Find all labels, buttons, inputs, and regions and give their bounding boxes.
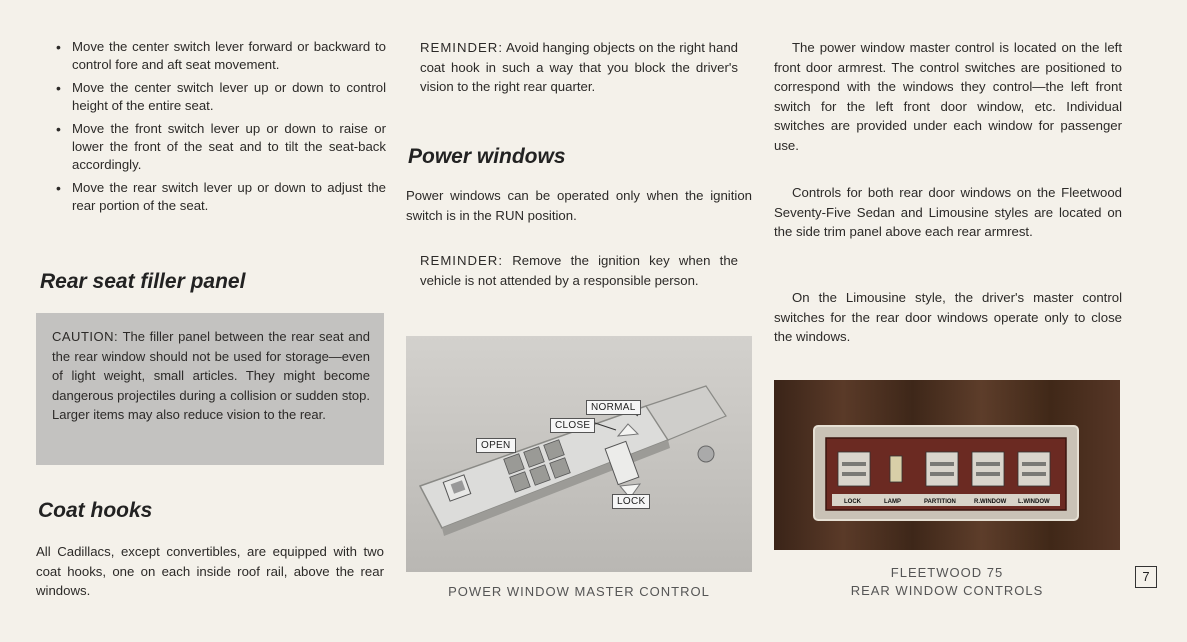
list-item: • Move the rear switch lever up or down to adjust the rear portion of the seat. [54, 179, 386, 215]
master-control-photo [406, 336, 752, 572]
power-windows-heading: Power windows [408, 145, 566, 168]
reminder-key-paragraph [420, 251, 738, 290]
normal-label: NORMAL [586, 400, 641, 415]
master-control-illustration [406, 336, 752, 572]
page-number: 7 [1135, 566, 1157, 588]
list-item: • Move the center switch lever up or down to control height of the entire seat. [54, 79, 386, 115]
reminder-hook-paragraph [420, 38, 738, 97]
panel-label-rwindow: R.WINDOW [974, 499, 1007, 505]
panel-labels [774, 380, 1120, 550]
caution-label: CAUTION: [52, 329, 119, 344]
list-item: • Move the center switch lever forward or backward to control fore and aft seat movement. [54, 38, 386, 74]
panel-label-lamp: LAMP [884, 499, 901, 505]
fleetwood-caption-line2: REAR WINDOW CONTROLS [850, 583, 1044, 598]
lock-label: LOCK [612, 494, 650, 509]
master-control-paragraph: The power window master control is located on the left front door armrest. The control switches are positioned to correspond with the windows they control—the left front switch for the left front door window, etc. Individual switches are provided under each window for passenger use. [774, 40, 1122, 153]
panel-label-lock: LOCK [844, 499, 861, 505]
open-label: OPEN [476, 438, 516, 453]
caution-box [36, 313, 384, 465]
coat-hooks-heading: Coat hooks [38, 499, 153, 522]
panel-label-lwindow: L.WINDOW [1018, 499, 1050, 505]
master-control-caption: POWER WINDOW MASTER CONTROL [448, 584, 710, 599]
list-item: • Move the front switch lever up or down to raise or lower the front of the seat and to tilt the seat-back accordingly. [54, 120, 386, 174]
reminder-text: Remove the ignition key when the vehicle is not attended by a responsible person. [420, 253, 738, 288]
panel-label-partition: PARTITION [924, 499, 956, 505]
rear-window-controls-photo [774, 380, 1120, 550]
limousine-paragraph: On the Limousine style, the driver's master control switches for the rear door windows operate only to close the windows. [774, 290, 1122, 344]
caution-text: The filler panel between the rear seat and the rear window should not be used for storage—even of light weight, small articles. They might become dangerous projectiles during a collision or sudden stop. Larger items may also reduce vision to the rear. [52, 329, 370, 423]
power-windows-text: Power windows can be operated only when the ignition switch is in the RUN position. [406, 188, 752, 223]
seat-control-list [54, 38, 386, 220]
reminder-label: REMINDER: [420, 40, 503, 55]
coat-hooks-text: All Cadillacs, except convertibles, are equipped with two coat hooks, one on each inside roof rail, above the rear windows. [36, 544, 384, 598]
fleetwood-caption-line1: FLEETWOOD 75 [890, 565, 1004, 580]
reminder-label: REMINDER: [420, 253, 503, 268]
close-label: CLOSE [550, 418, 595, 433]
reminder-text: Avoid hanging objects on the right hand coat hook in such a way that you block the driver's vision to the right rear quarter. [420, 40, 738, 94]
rear-controls-paragraph: Controls for both rear door windows on the Fleetwood Seventy-Five Sedan and Limousine styles are located on the side trim panel above each rear armrest. [774, 185, 1122, 239]
rear-seat-filler-heading: Rear seat filler panel [40, 270, 246, 293]
